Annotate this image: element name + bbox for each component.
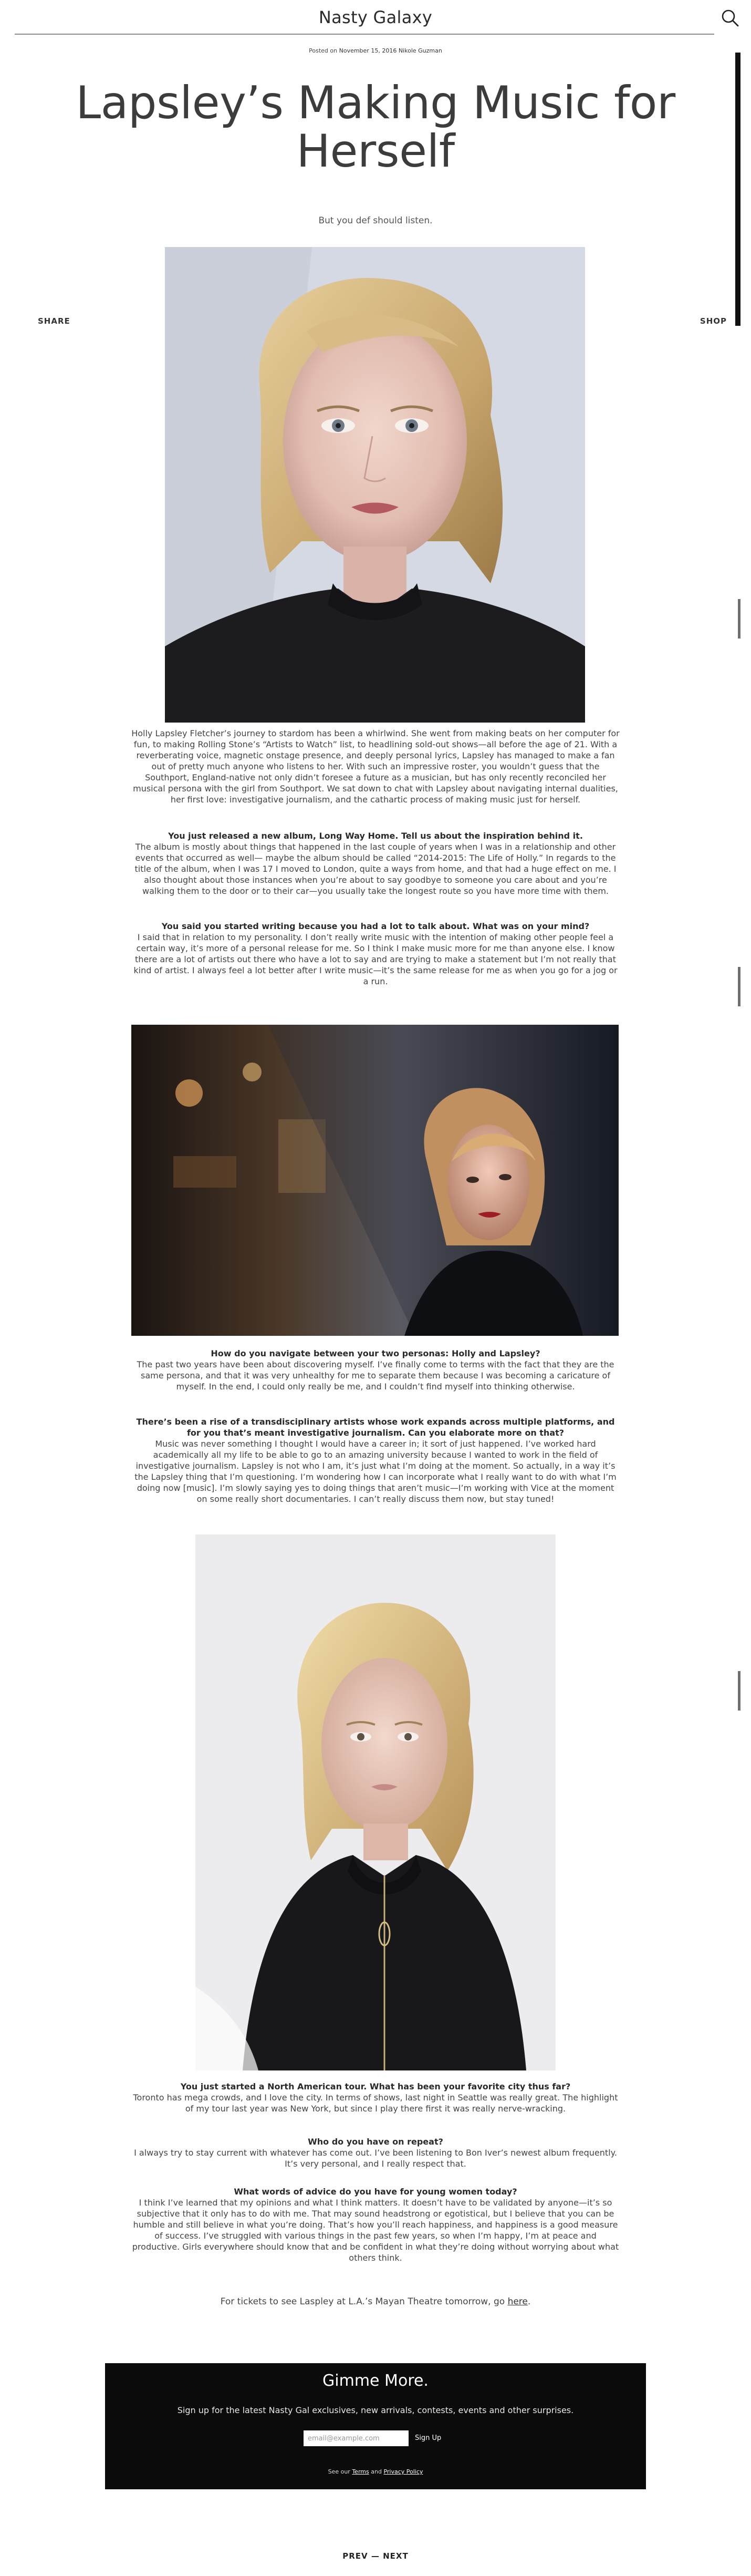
post-author-link[interactable]: Nikole Guzman [398, 47, 442, 54]
post-date-link[interactable]: November 15, 2016 [339, 47, 397, 54]
legal-prefix: See our [328, 2468, 350, 2475]
scroll-marker [738, 967, 740, 1006]
privacy-policy-link[interactable]: Privacy Policy [383, 2468, 423, 2475]
sign-up-button[interactable]: Sign Up [415, 2430, 441, 2446]
posted-on-label: Posted on [309, 47, 338, 54]
header-divider [15, 34, 714, 35]
answer: I said that in relation to my personality. I don’t really write music with the intention of making other people feel a certain way, it’s more of a personal release for me. So I think I make music more for me than anyone else. I know there are a lot of artists out there who have a lot to say and are trying to make a statement but I’m not really that kind of artist. I always feel a lot better after I write music—it’s the same release for me as when you go for a jog or a run. [133, 932, 618, 986]
qa-block [131, 1416, 620, 1505]
intro-paragraph: Holly Lapsley Fletcher’s journey to stardom has been a whirlwind. She went from making beats on her computer for fun, to making Rolling Stone’s “Artists to Watch” list, to headlining sold-out shows—all before the age of 21. With a reverberating voice, magnetic onstage presence, and deeply personal lyrics, Lapsley has managed to make a fan out of pretty much anyone who listens to her. With such an impressive roster, you wouldn’t guess that the Southport, England-native not only didn’t foresee a future as a musician, but has only recently reconciled her musical persona with the girl from Southport. We sat down to chat with Lapsley about navigating internal dualities, her first love: investigative journalism, and the cathartic process of making music just for herself. [131, 728, 620, 805]
share-link[interactable]: SHARE [38, 316, 70, 326]
search-icon[interactable] [719, 7, 740, 28]
scrollbar-thumb[interactable] [735, 53, 740, 326]
pager-separator: — [371, 2551, 380, 2561]
legal-and: and [371, 2468, 382, 2475]
question: How do you navigate between your two personas: Holly and Lapsley? [211, 1348, 540, 1358]
question: Who do you have on repeat? [308, 2137, 443, 2147]
site-header [0, 0, 751, 36]
qa-block [131, 2136, 620, 2169]
post-pagination [0, 2551, 751, 2561]
scroll-marker [738, 599, 740, 638]
site-logo[interactable]: Nasty Galaxy [318, 7, 433, 27]
prev-link[interactable]: PREV [342, 2551, 368, 2561]
answer: I always try to stay current with whatever has come out. I’ve been listening to Bon Iver’s newest album frequently. It’s very personal, and I really respect that. [134, 2148, 617, 2169]
article-subtitle: But you def should listen. [318, 215, 433, 226]
car-window-photo [131, 1025, 619, 1336]
newsletter-title: Gimme More. [322, 2372, 429, 2390]
portrait-photo-2 [195, 1534, 556, 2070]
newsletter-legal [105, 2468, 646, 2475]
portrait-photo-1 [165, 247, 585, 723]
tickets-link[interactable]: here [507, 2296, 528, 2307]
question: You said you started writing because you had a lot to talk about. What was on your mind? [161, 921, 590, 931]
email-field[interactable] [304, 2430, 409, 2446]
qa-block [131, 921, 620, 987]
scroll-marker [738, 1671, 740, 1711]
shop-link[interactable]: SHOP [700, 316, 727, 326]
answer: Music was never something I thought I would have a career in; it sort of just happened. I’ve worked hard academically all my life to be able to go to an amazing university because I wanted to work in the field of investigative journalism. Lapsley is not who I am, it’s just what I’m doing at the moment. So actually, in a way it’s the Lapsley thing that I’m questioning. I’m wondering how I can incorporate what I really want to do with what I’m doing now [music]. I’m slowly saying yes to doing things that aren’t music—I’m working with Vice at the moment on some really short documentaries. I can’t really discuss them now, but stay tuned! [134, 1439, 617, 1504]
newsletter-signup [105, 2363, 646, 2489]
qa-block [131, 830, 620, 897]
qa-block [131, 2081, 620, 2114]
tickets-period: . [527, 2296, 531, 2307]
tickets-text: For tickets to see Laspley at L.A.’s Mayan Theatre tomorrow, go [220, 2296, 505, 2307]
answer: The album is mostly about things that happened in the last couple of years when I was in a relationship and other events that occurred as well— maybe the album should be called “2014-2015: The Life of Holly.” In regards to the title of the album, when I was 17 I moved to London, quite a ways from home, and that had a huge effect on me. I also thought about those instances when you’re about to say goodbye to someone you care about and you’re walking them to the door or to their car—you usually take the longest route so you have more time with them. [134, 842, 617, 896]
question: You just started a North American tour. What has been your favorite city thus far? [180, 2082, 571, 2091]
newsletter-description: Sign up for the latest Nasty Gal exclusives, new arrivals, contests, events and other surprises. [177, 2405, 574, 2415]
article-title: Lapsley’s Making Music for Herself [76, 77, 675, 178]
question: You just released a new album, Long Way Home. Tell us about the inspiration behind it. [168, 831, 583, 841]
terms-link[interactable]: Terms [352, 2468, 369, 2475]
qa-block [131, 2186, 620, 2263]
next-link[interactable]: NEXT [383, 2551, 409, 2561]
answer: I think I’ve learned that my opinions and what I think matters. It doesn’t have to be validated by anyone—it’s so subjective that it only has to do with me. That may sound headstrong or egotistical, but I believe that you can be humble and still believe in what you’re doing. That’s how you’ll reach happiness, and happiness is a good measure of success. I’ve struggled with various things in the past few years, so when I’m happy, I’m at peace and productive. Girls everywhere should know that and be confident in what they’re doing without worrying about what others think. [132, 2198, 619, 2263]
question: What words of advice do you have for young women today? [234, 2187, 517, 2197]
qa-block [131, 1348, 620, 1392]
answer: Toronto has mega crowds, and I love the city. In terms of shows, last night in Seattle was really great. The highlight of my tour last year was New York, but since I play there first it was really nerve-wracking. [133, 2093, 618, 2114]
tickets-cta [0, 2296, 751, 2307]
question: There’s been a rise of a transdisciplinary artists whose work expands across multiple platforms, and for you that’s meant investigative journalism. Can you elaborate more on that? [136, 1417, 615, 1438]
answer: The past two years have been about discovering myself. I’ve finally come to terms with the fact that they are the same persona, and that it was very unhealthy for me to separate them because I was becoming a caricature of myself. In the end, I could only really be me, and I couldn’t find myself into thinking otherwise. [137, 1359, 614, 1392]
post-meta [0, 47, 751, 54]
